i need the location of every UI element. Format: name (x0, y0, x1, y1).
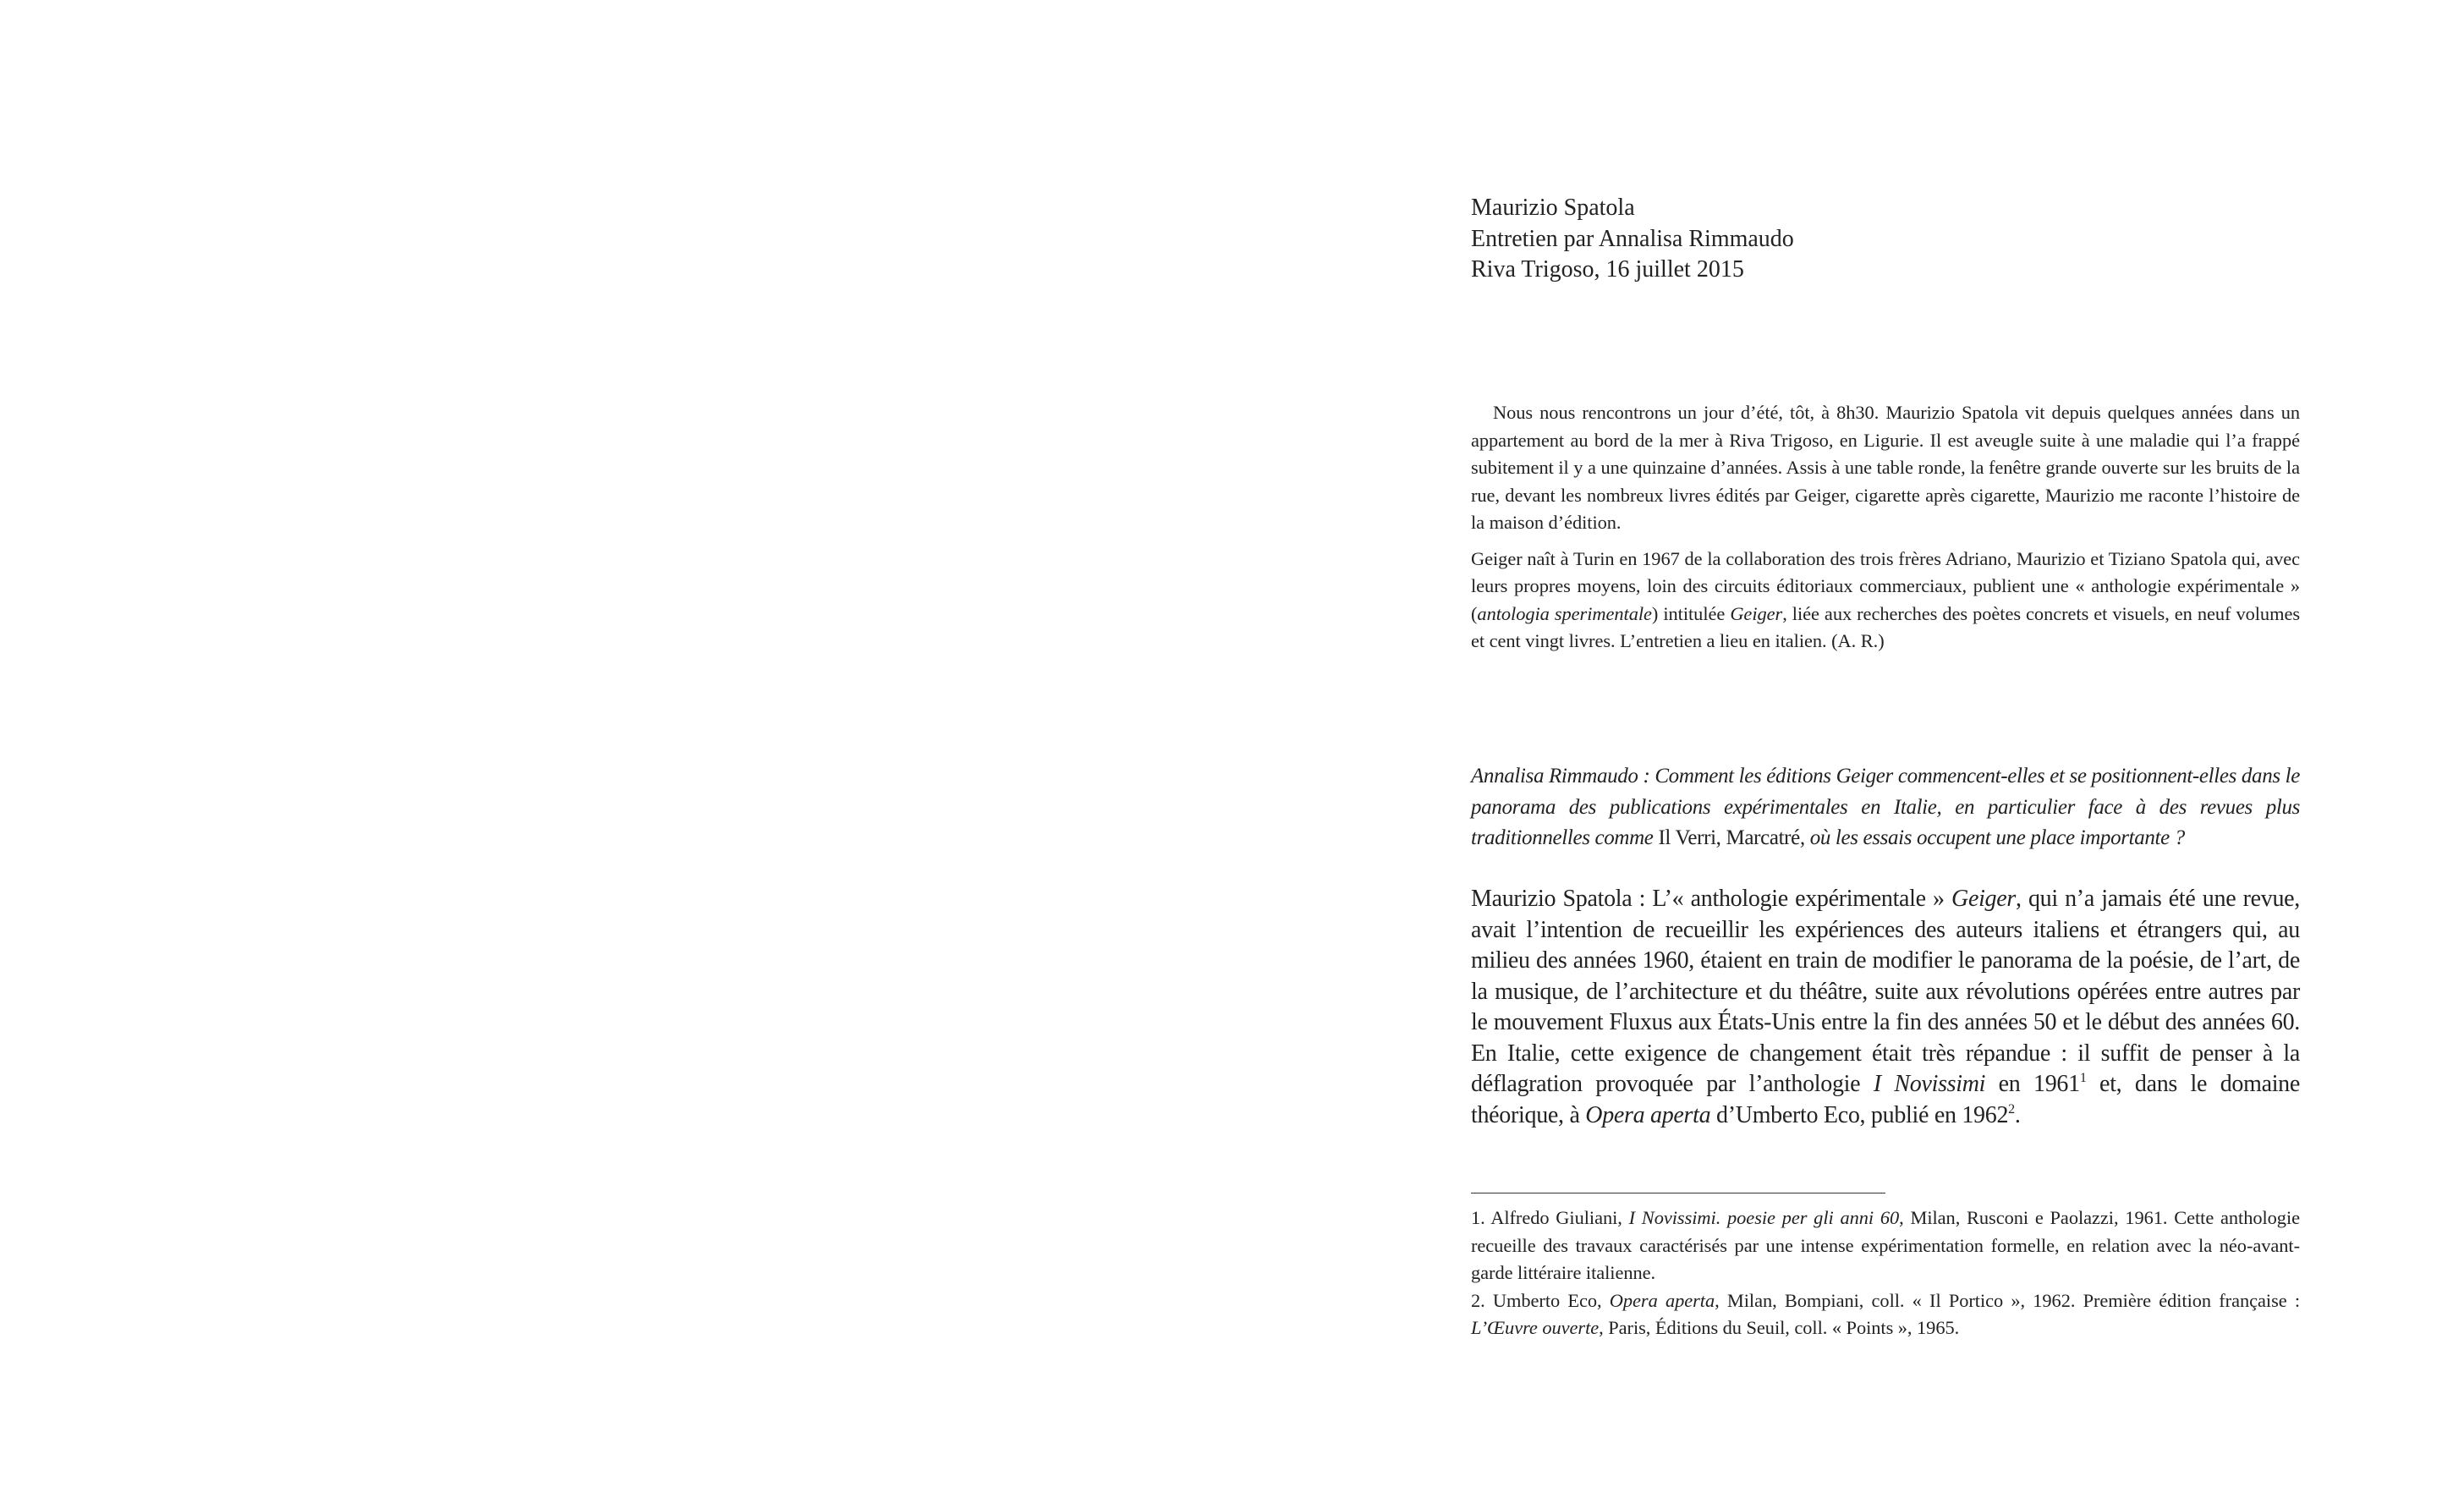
footnote-2: 2. Umberto Eco, Opera aperta, Milan, Bompiani, coll. « Il Portico », 1962. Première édition française : L’Œuvre ouverte, Paris, Éditions du Seuil, coll. « Points », 1965. (1471, 1289, 2301, 1338)
interview-header (1471, 193, 2300, 286)
journal-titles: Il Verri, Marcatré (1658, 826, 1800, 849)
interviewer-line: Entretien par Annalisa Rimmaudo (1471, 225, 1794, 252)
italic-title: I Novissimi (1873, 1071, 1986, 1097)
interview-answer: Maurizio Spatola : L’« anthologie expérimentale » Geiger, qui n’a jamais été une revue, avait l’intention de recueillir les expériences des auteurs italiens et étrangers qui, au milieu des années 1960, étaient en train de modifier le panorama de la poésie, de l’art, de la musique, de l’architecture et du théâtre, suite aux révolutions opérées entre autres par le mouvement Fluxus aux États-Unis entre la fin des années 50 et le début des années 60. En Italie, cette exigence de changement était très répandue : il suffit de penser à la déflagration provoquée par l’anthologie I Novissimi en 1961$^1$ et, dans le domaine théorique, à Opera aperta d’Umberto Eco, publié en 1962$^2$. (1471, 886, 2301, 1128)
footnotes (1471, 1204, 2300, 1342)
introduction (1471, 399, 2300, 664)
footnote-ref-1[interactable]: 1 (2079, 1070, 2087, 1085)
italic-title: Opera aperta (1585, 1101, 1711, 1128)
footnote-ref-2[interactable]: 2 (2008, 1101, 2015, 1117)
italic-title: Geiger (1951, 886, 2016, 912)
footnote-1: 1. Alfredo Giuliani, I Novissimi. poesie per gli anni 60, Milan, Rusconi e Paolazzi, 1961. Cette anthologie recueille des travaux caractérisés par une intense expérimentation formelle, en relation avec la néo-avant-garde littéraire italienne. (1471, 1207, 2301, 1283)
italic-title: Geiger (1730, 602, 1783, 624)
document-page (1471, 0, 2300, 1498)
italic-title: antologia sperimentale (1477, 602, 1652, 624)
intro-paragraph-2: Geiger naît à Turin en 1967 de la collaboration des trois frères Adriano, Maurizio et Tiziano Spatola qui, avec leurs propres moyens, loin des circuits éditoriaux commerciaux, publient une « anthologie expérimentale » (antologia sperimentale) intitulée Geiger, liée aux recherches des poètes concrets et visuels, en neuf volumes et cent vingt livres. L’entretien a lieu en italien. (A. R.) (1471, 547, 2300, 651)
author-name: Maurizio Spatola (1471, 195, 1635, 221)
intro-paragraph-1: Nous nous rencontrons un jour d’été, tôt, à 8h30. Maurizio Spatola vit depuis quelques années dans un appartement au bord de la mer à Riva Trigoso, en Ligurie. Il est aveugle suite à une maladie qui l’a frappé subitement il y a une quinzaine d’années. Assis à une table ronde, la fenêtre grande ouverte sur les bruits de la rue, devant les nombreux livres édités par Geiger, cigarette après cigarette, Maurizio me raconte l’histoire de la maison d’édition. (1471, 402, 2300, 533)
place-date-line: Riva Trigoso, 16 juillet 2015 (1471, 256, 1744, 283)
interview-question: Annalisa Rimmaudo : Comment les éditions Geiger commencent-elles et se positionnent-elles dans le panorama des publications expérimentales en Italie, en particulier face à des revues plus traditionnelles comme Il Verri, Marcatré, où les essais occupent une place importante ? (1471, 765, 2300, 849)
